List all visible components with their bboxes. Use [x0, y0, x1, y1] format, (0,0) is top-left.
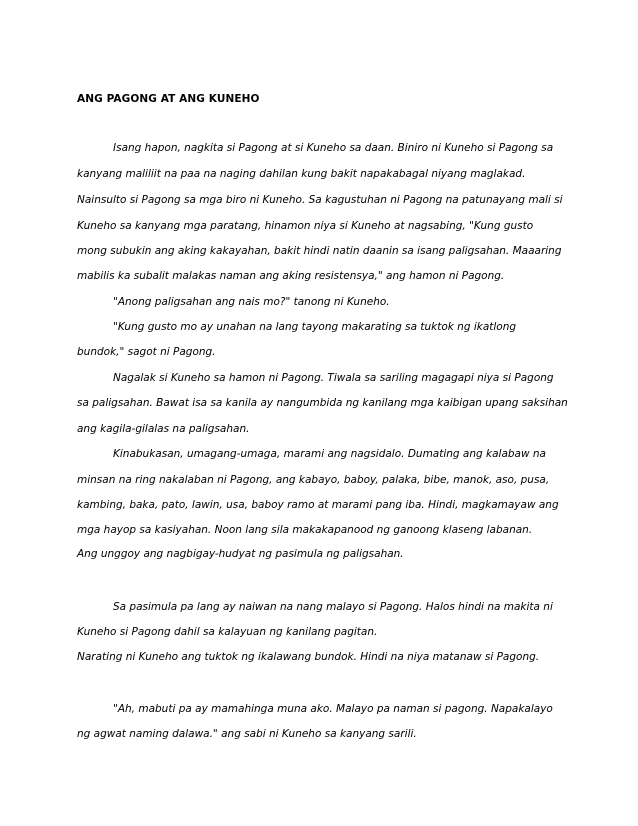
text-line: Kinabukasan, umagang-umaga, marami ang nagsidalo. Dumating ang kalabaw na: [113, 448, 546, 460]
text-line: ang kagila-gilalas na paligsahan.: [77, 423, 250, 435]
text-line: "Ah, mabuti pa ay mamahinga muna ako. Malayo pa naman si pagong. Napakalayo: [113, 703, 553, 715]
text-line: ng agwat naming dalawa." ang sabi ni Kuneho sa kanyang sarili.: [77, 728, 417, 740]
text-line: Isang hapon, nagkita si Pagong at si Kuneho sa daan. Biniro ni Kuneho si Pagong sa: [113, 142, 554, 154]
text-line: Kuneho sa kanyang mga paratang, hinamon niya si Kuneho at nagsabing, "Kung gusto: [77, 220, 534, 232]
text-line: Kuneho si Pagong dahil sa kalayuan ng kanilang pagitan.: [77, 626, 378, 638]
document-title: ANG PAGONG AT ANG KUNEHO: [77, 93, 260, 105]
text-line: mabilis ka subalit malakas naman ang aking resistensya," ang hamon ni Pagong.: [77, 270, 505, 282]
text-line: "Anong paligsahan ang nais mo?" tanong ni Kuneho.: [113, 296, 390, 308]
text-line: kanyang maliliit na paa na naging dahilan kung bakit napakabagal niyang maglakad.: [77, 168, 526, 180]
text-line: "Kung gusto mo ay unahan na lang tayong makarating sa tuktok ng ikatlong: [113, 321, 517, 333]
text-line: Nainsulto si Pagong sa mga biro ni Kuneho. Sa kagustuhan ni Pagong na patunayang mali si: [77, 194, 563, 206]
text-line: Ang unggoy ang nagbigay-hudyat ng pasimula ng paligsahan.: [77, 548, 404, 560]
text-line: mga hayop sa kasiyahan. Noon lang sila makakapanood ng ganoong klaseng labanan.: [77, 524, 533, 536]
text-line: Nagalak si Kuneho sa hamon ni Pagong. Tiwala sa sariling magagapi niya si Pagong: [113, 372, 554, 384]
text-line: minsan na ring nakalaban ni Pagong, ang kabayo, baboy, palaka, bibe, manok, aso, pusa,: [77, 474, 550, 486]
text-line: mong subukin ang aking kakayahan, bakit hindi natin daanin sa isang paligsahan. Maaaring: [77, 245, 562, 257]
text-line: Sa pasimula pa lang ay naiwan na nang malayo si Pagong. Halos hindi na makita ni: [113, 601, 553, 613]
text-line: bundok," sagot ni Pagong.: [77, 346, 216, 358]
text-line: kambing, baka, pato, lawin, usa, baboy ramo at marami pang iba. Hindi, magkamayaw ang: [77, 499, 559, 511]
text-line: Narating ni Kuneho ang tuktok ng ikalawang bundok. Hindi na niya matanaw si Pagong.: [77, 651, 540, 663]
text-line: sa paligsahan. Bawat isa sa kanila ay nangumbida ng kanilang mga kaibigan upang saksihan: [77, 397, 568, 409]
